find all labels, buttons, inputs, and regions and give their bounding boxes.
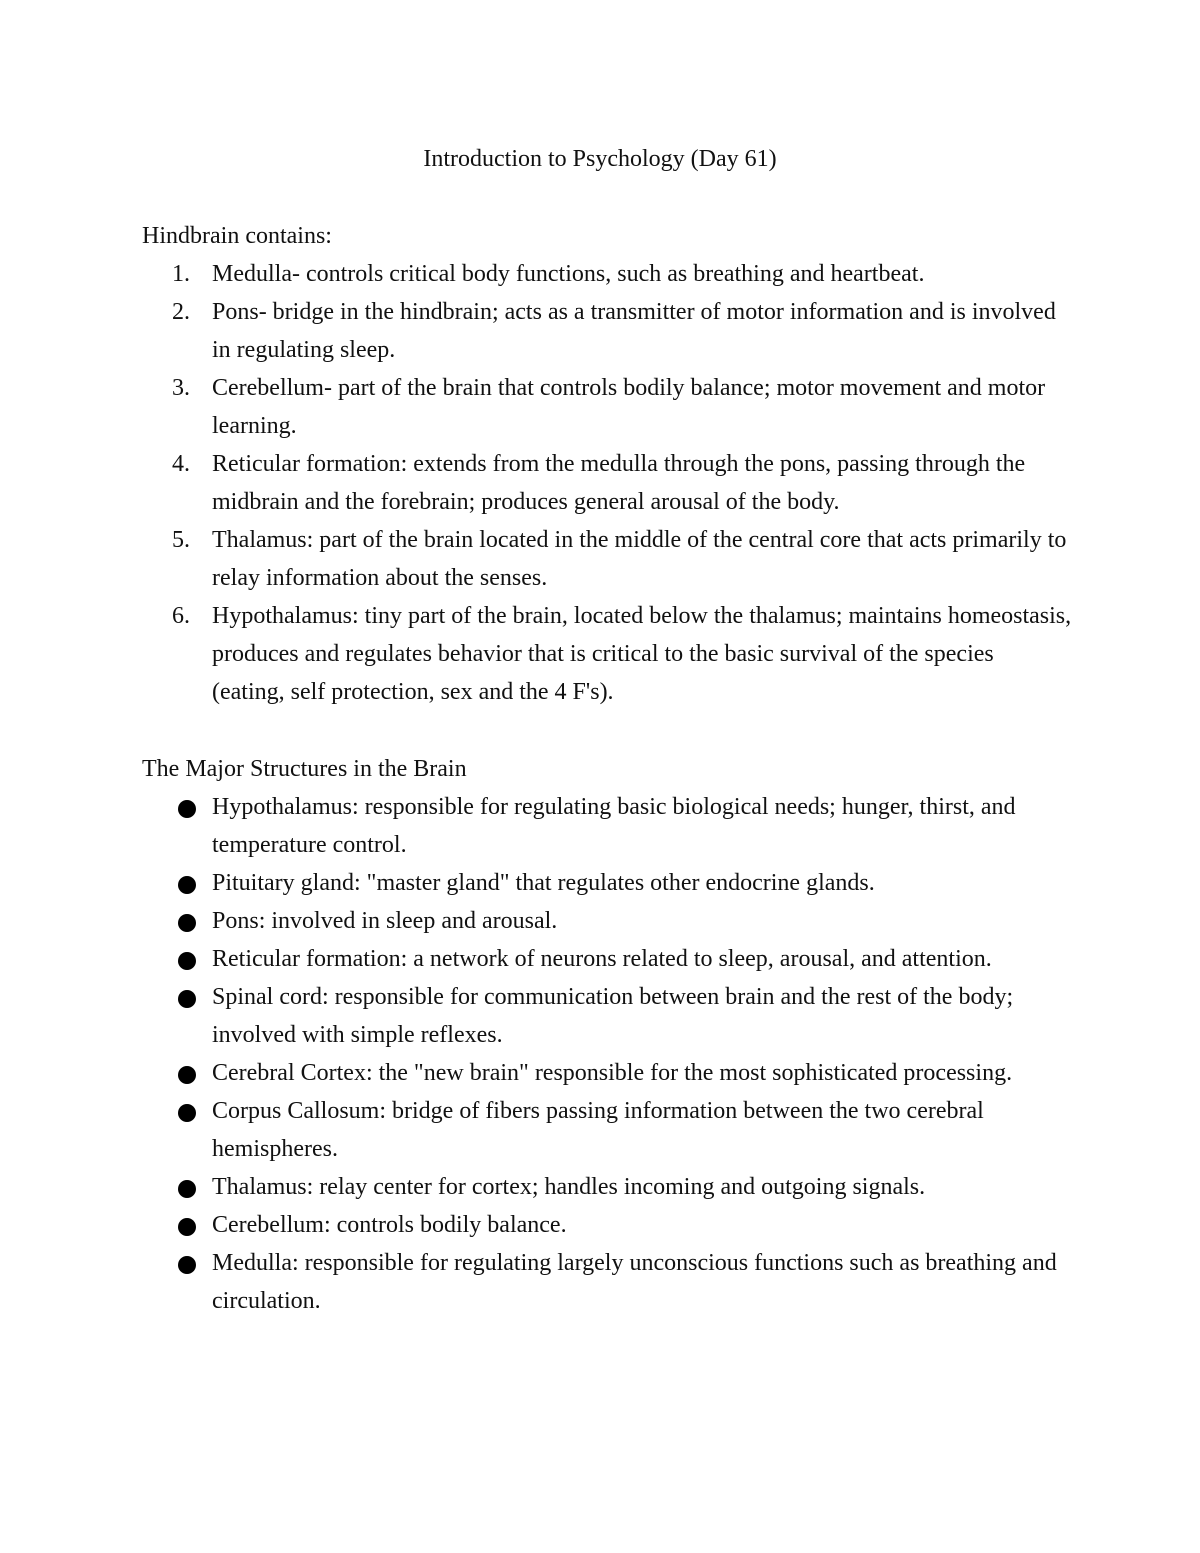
numbered-list-item [142, 445, 1072, 521]
bullet-icon [178, 914, 196, 932]
bullet-list-item [142, 1054, 1072, 1092]
bullet-list-item [142, 978, 1072, 1054]
bullet-icon [178, 1066, 196, 1084]
list-number: 4. [172, 451, 190, 477]
list-item-text: Cerebellum- part of the brain that controls bodily balance; motor movement and motor learning. [212, 375, 1046, 439]
bullet-list-item [142, 864, 1072, 902]
bullet-icon [178, 1218, 196, 1236]
bullet-icon [178, 952, 196, 970]
bullet-list-item [142, 1206, 1072, 1244]
bullet-icon [178, 1256, 196, 1274]
numbered-list-item [142, 293, 1072, 369]
list-item-text: Cerebral Cortex: the "new brain" responsible for the most sophisticated processing. [212, 1060, 1013, 1086]
numbered-list-item [142, 369, 1072, 445]
bullet-list-item [142, 788, 1072, 864]
list-item-text: Hypothalamus: responsible for regulating basic biological needs; hunger, thirst, and temperature control. [212, 794, 1016, 858]
list-number: 3. [172, 375, 190, 401]
bullet-list-item [142, 1244, 1072, 1320]
bullet-icon [178, 1180, 196, 1198]
numbered-list-item [142, 255, 1072, 293]
list-item-text: Corpus Callosum: bridge of fibers passing information between the two cerebral hemispheres. [212, 1098, 984, 1162]
list-item-text: Hypothalamus: tiny part of the brain, located below the thalamus; maintains homeostasis, produces and regulates behavior that is critical to the basic survival of the species (eating, self protection, sex and the 4 F's). [212, 603, 1072, 705]
list-number: 1. [172, 261, 190, 287]
bullet-list-item [142, 940, 1072, 978]
bullet-icon [178, 1104, 196, 1122]
list-item-text: Spinal cord: responsible for communication between brain and the rest of the body; involved with simple reflexes. [212, 984, 1014, 1048]
list-item-text: Pituitary gland: "master gland" that regulates other endocrine glands. [212, 870, 875, 896]
list-item-text: Thalamus: relay center for cortex; handles incoming and outgoing signals. [212, 1174, 926, 1200]
bullet-list-item [142, 1168, 1072, 1206]
bullet-icon [178, 876, 196, 894]
list-item-text: Pons- bridge in the hindbrain; acts as a transmitter of motor information and is involved in regulating sleep. [212, 299, 1056, 363]
numbered-list-item [142, 597, 1072, 711]
bullet-list-item [142, 902, 1072, 940]
numbered-list-item [142, 521, 1072, 597]
list-item-text: Reticular formation: a network of neurons related to sleep, arousal, and attention. [212, 946, 992, 972]
brain-structures-section [142, 750, 1072, 1320]
list-number: 5. [172, 527, 190, 553]
hindbrain-section [142, 217, 1072, 711]
list-item-text: Thalamus: part of the brain located in the middle of the central core that acts primarily to relay information about the senses. [212, 527, 1067, 591]
list-number: 6. [172, 603, 190, 629]
list-item-text: Cerebellum: controls bodily balance. [212, 1212, 567, 1238]
list-item-text: Medulla- controls critical body functions, such as breathing and heartbeat. [212, 261, 925, 287]
bullet-icon [178, 990, 196, 1008]
brain-structures-heading: The Major Structures in the Brain [142, 756, 467, 782]
list-number: 2. [172, 299, 190, 325]
hindbrain-heading: Hindbrain contains: [142, 223, 332, 249]
list-item-text: Pons: involved in sleep and arousal. [212, 908, 558, 934]
list-item-text: Reticular formation: extends from the medulla through the pons, passing through the midbrain and the forebrain; produces general arousal of the body. [212, 451, 1026, 515]
bullet-list-item [142, 1092, 1072, 1168]
hindbrain-list [142, 255, 1072, 711]
bullet-icon [178, 800, 196, 818]
list-item-text: Medulla: responsible for regulating largely unconscious functions such as breathing and circulation. [212, 1250, 1057, 1314]
brain-structures-list [142, 788, 1072, 1320]
page-title: Introduction to Psychology (Day 61) [423, 146, 777, 172]
